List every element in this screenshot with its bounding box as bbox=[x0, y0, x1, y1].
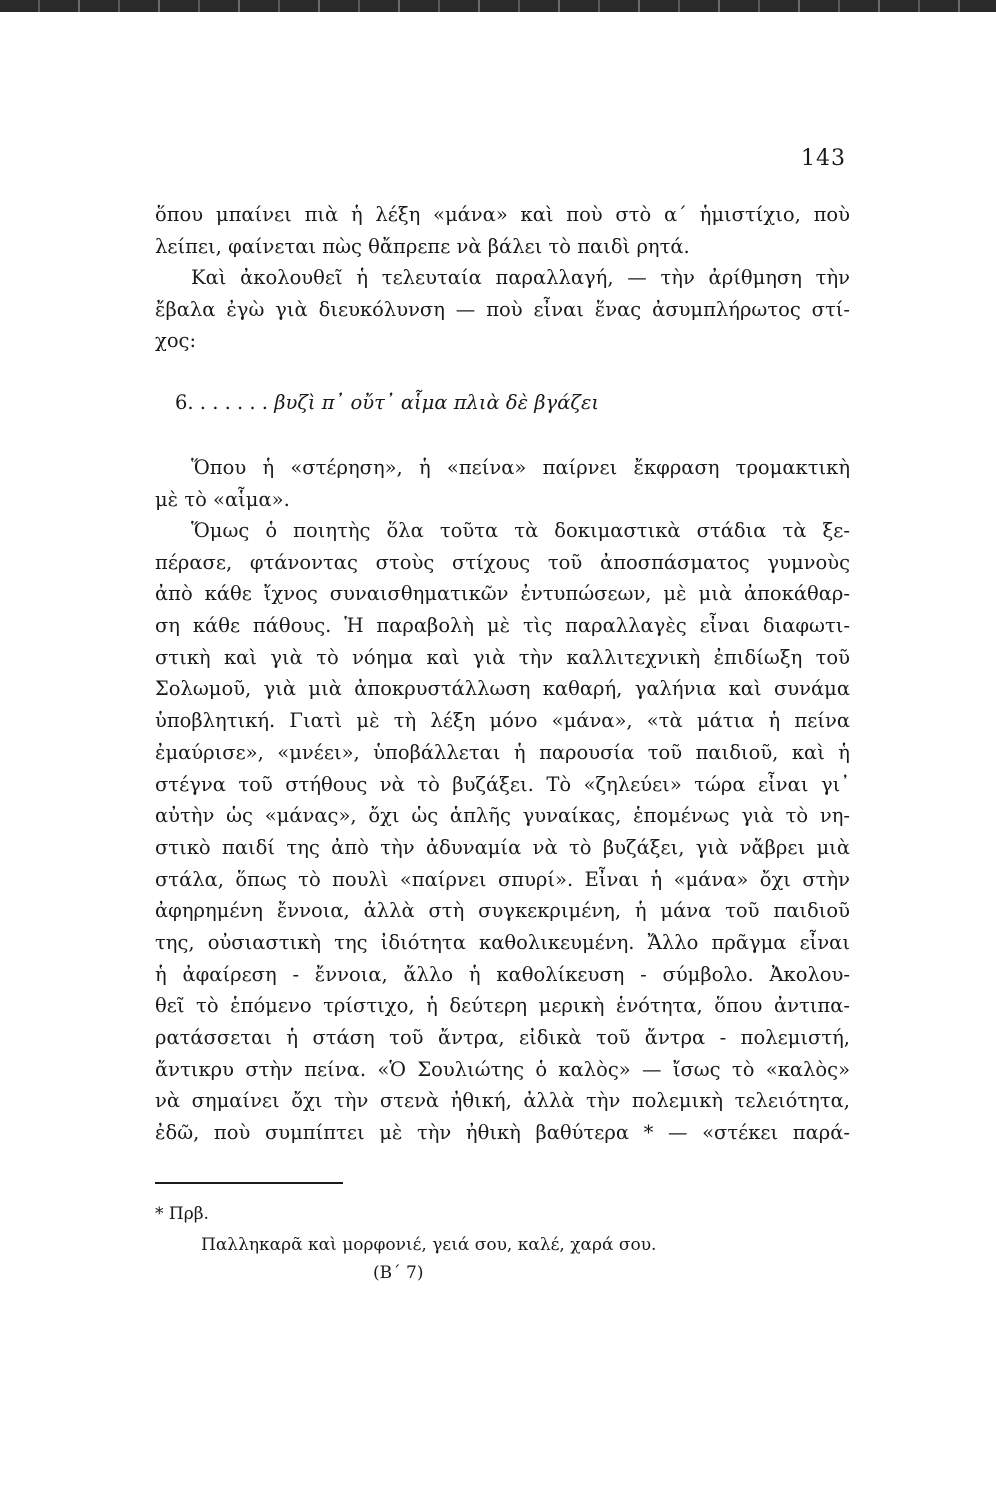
text-line: της, οὐσιαστικὴ της ἰδιότητα καθολικευμένη. Ἄλλο πρᾶγμα εἶναι bbox=[155, 930, 850, 954]
paragraph-4 bbox=[155, 515, 850, 1149]
paragraph-3 bbox=[155, 452, 850, 515]
footnote-divider bbox=[155, 1182, 343, 1184]
text-line: θεῖ τὸ ἑπόμενο τρίστιχο, ἡ δεύτερη μερικὴ ἑνότητα, ὅπου ἀντιπα- bbox=[155, 994, 850, 1018]
text-line: Σολωμοῦ, γιὰ μιὰ ἀποκρυστάλλωση καθαρή, γαλήνια καὶ συνάμα bbox=[155, 677, 850, 701]
text-line: ἐμαύρισε», «μνέει», ὑποβάλλεται ἡ παρουσία τοῦ παιδιοῦ, καὶ ἡ bbox=[155, 740, 850, 764]
text-line: στικὴ καὶ γιὰ τὸ νόημα καὶ γιὰ τὴν καλλιτεχνικὴ ἐπιδίωξη τοῦ bbox=[155, 645, 850, 669]
text-line: στικὸ παιδί της ἀπὸ τὴν ἀδυναμία νὰ τὸ βυζάξει, γιὰ νἄβρει μιὰ bbox=[155, 835, 850, 859]
paragraph-2 bbox=[155, 262, 850, 357]
text-line: ἔβαλα ἐγὼ γιὰ διευκόλυνση — ποὺ εἶναι ἕνας ἀσυμπλήρωτος στί- bbox=[155, 297, 850, 321]
text-line: αὐτὴν ὡς «μάνας», ὄχι ὡς ἁπλῆς γυναίκας, ἑπομένως γιὰ τὸ νη- bbox=[155, 804, 850, 828]
text-line: μὲ τὸ «αἷμα». bbox=[155, 487, 290, 511]
text-line: Ὅμως ὁ ποιητὴς ὅλα τοῦτα τὰ δοκιμαστικὰ στάδια τὰ ξε- bbox=[191, 519, 850, 542]
text-line: Ὅπου ἡ «στέρηση», ἡ «πείνα» παίρνει ἔκφραση τρομακτικὴ bbox=[191, 456, 850, 479]
paragraph-1 bbox=[155, 199, 850, 262]
text-line: Καὶ ἀκολουθεῖ ἡ τελευταία παραλλαγή, — τὴν ἀρίθμηση τὴν bbox=[191, 266, 850, 289]
verse-text: βυζὶ π᾽ οὔτ᾽ αἷμα πλιὰ δὲ βγάζει bbox=[274, 391, 600, 414]
text-line: στάλα, ὅπως τὸ πουλὶ «παίρνει σπυρί». Εἶναι ἡ «μάνα» ὄχι στὴν bbox=[155, 867, 850, 891]
text-line: ἀπὸ κάθε ἴχνος συναισθηματικῶν ἐντυπώσεων, μὲ μιὰ ἀποκάθαρ- bbox=[155, 582, 850, 606]
text-line: ση κάθε πάθους. Ἡ παραβολὴ μὲ τὶς παραλλαγὲς εἶναι διαφωτι- bbox=[155, 614, 850, 638]
text-line: ἄντικρυ στὴν πείνα. «Ὁ Σουλιώτης ὁ καλὸς» — ἴσως τὸ «καλὸς» bbox=[155, 1057, 850, 1081]
verse-number: 6. . . . . . . bbox=[175, 391, 268, 414]
text-line: νὰ σημαίνει ὄχι τὴν στενὰ ἠθική, ἀλλὰ τὴν πολεμικὴ τελειότητα, bbox=[155, 1089, 850, 1113]
footnote-source: (Β΄ 7) bbox=[373, 1263, 424, 1283]
text-line: ἀφηρημένη ἔννοια, ἀλλὰ στὴ συγκεκριμένη, ἡ μάνα τοῦ παιδιοῦ bbox=[155, 899, 850, 923]
footnote-marker: * Πρβ. bbox=[155, 1204, 209, 1224]
page-number: 143 bbox=[801, 146, 846, 171]
verse-line bbox=[175, 391, 599, 414]
text-line: χος: bbox=[155, 329, 197, 353]
text-line: πέρασε, φτάνοντας στοὺς στίχους τοῦ ἀποσπάσματος γυμνοὺς bbox=[155, 550, 850, 574]
text-line: ἡ ἀφαίρεση - ἔννοια, ἄλλο ἡ καθολίκευση - σύμβολο. Ἀκολου- bbox=[155, 962, 850, 986]
text-line: ἐδῶ, ποὺ συμπίπτει μὲ τὴν ἠθικὴ βαθύτερα * — «στέκει παρά- bbox=[155, 1121, 850, 1145]
text-line: λείπει, φαίνεται πὼς θἄπρεπε νὰ βάλει τὸ παιδὶ ρητά. bbox=[155, 234, 690, 258]
text-line: ρατάσσεται ἡ στάση τοῦ ἄντρα, εἰδικὰ τοῦ ἄντρα - πολεμιστή, bbox=[155, 1026, 850, 1049]
text-line: στέγνα τοῦ στήθους νὰ τὸ βυζάξει. Τὸ «ζηλεύει» τώρα εἶναι γι᾽ bbox=[155, 772, 850, 796]
text-line: ὅπου μπαίνει πιὰ ἡ λέξη «μάνα» καὶ ποὺ στὸ α΄ ἡμιστίχιο, ποὺ bbox=[155, 203, 850, 226]
text-line: ὑποβλητική. Γιατὶ μὲ τὴ λέξη μόνο «μάνα», «τὰ μάτια ἡ πείνα bbox=[155, 709, 850, 733]
footnote-quote: Παλληκαρᾶ καὶ μορφονιέ, γειά σου, καλέ, χαρά σου. bbox=[201, 1235, 657, 1255]
page-top-edge bbox=[0, 0, 996, 12]
